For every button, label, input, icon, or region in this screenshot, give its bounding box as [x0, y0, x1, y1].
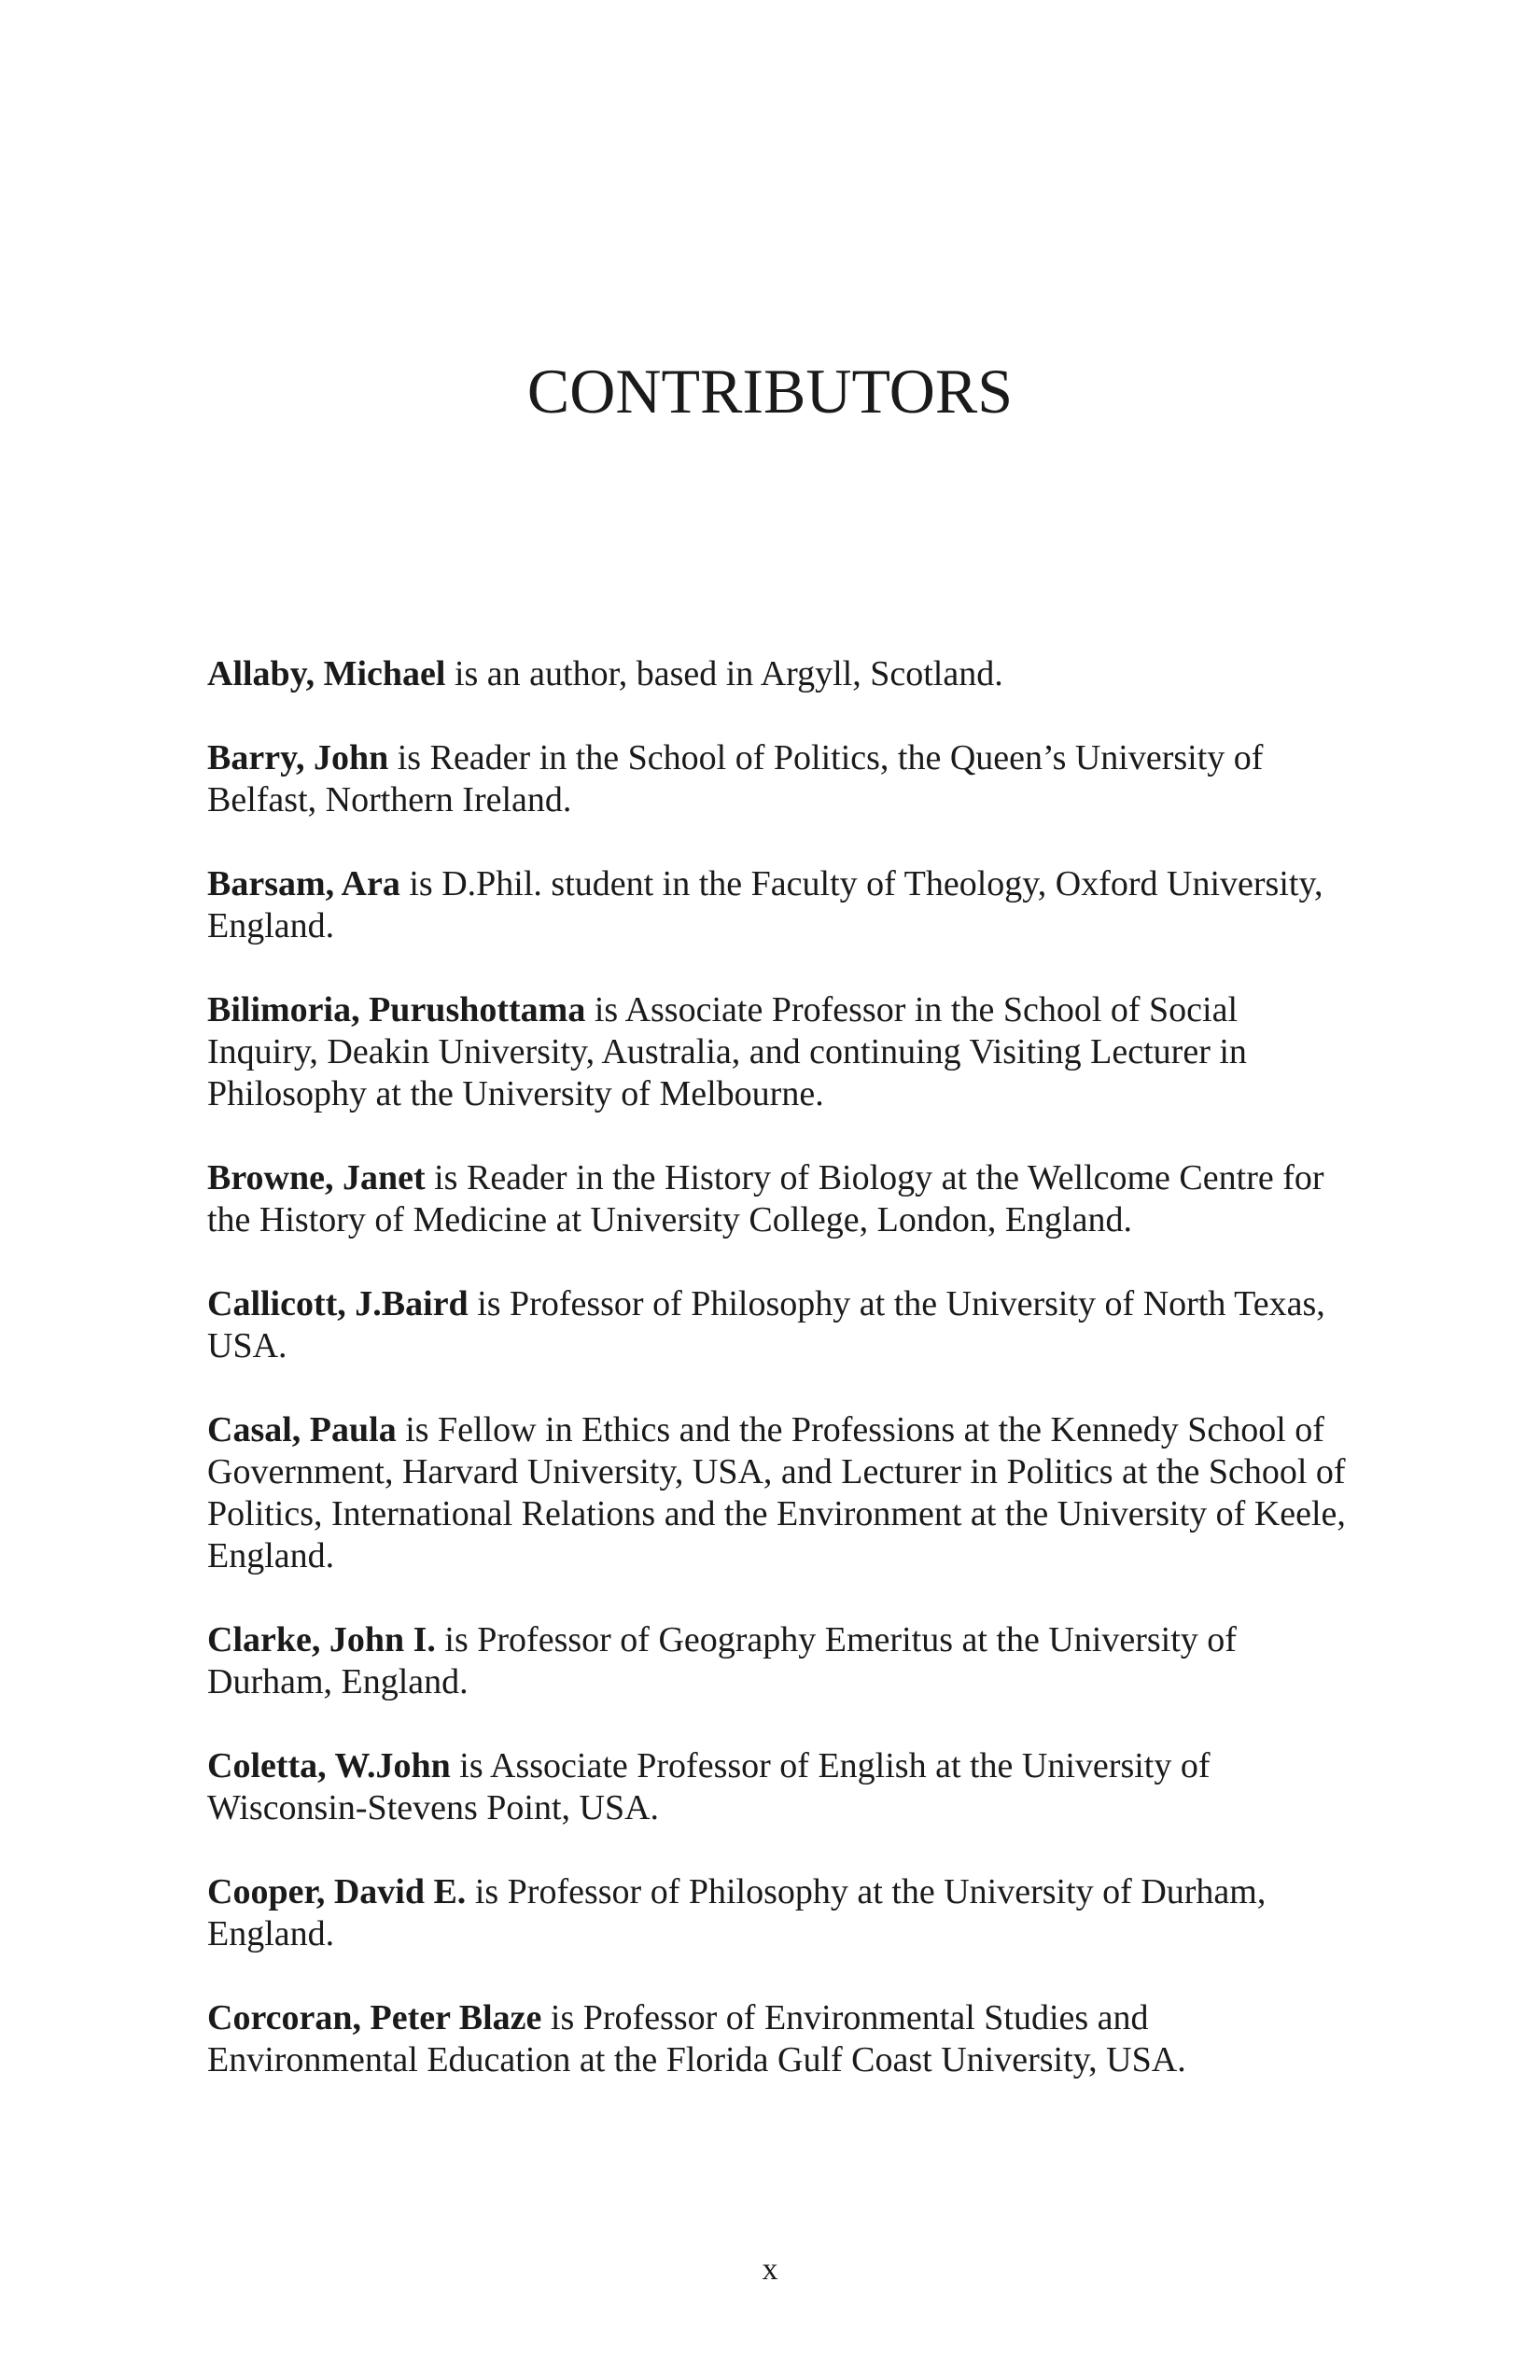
contributor-entry: [207, 1871, 1346, 1955]
contributor-entry: [207, 1745, 1346, 1829]
contributor-entry: [207, 863, 1346, 947]
contributor-description: is D.Phil. student in the Faculty of Theology, Oxford University, England.: [207, 864, 1323, 945]
contributor-description: is Fellow in Ethics and the Professions at the Kennedy School of Government, Harvard University, USA, and Lecturer in Politics at the School of Politics, International Relations and the Environment at the University of Keele, England.: [207, 1410, 1346, 1575]
contributor-description: is Professor of Geography Emeritus at the University of Durham, England.: [207, 1620, 1237, 1701]
contributor-list: [207, 653, 1346, 2123]
contributor-name: Corcoran, Peter Blaze: [207, 1998, 542, 2037]
contributor-name: Allaby, Michael: [207, 654, 446, 693]
contributor-description: is Reader in the School of Politics, the Queen’s University of Belfast, Northern Ireland.: [207, 738, 1264, 819]
contributor-description: is Associate Professor of English at the University of Wisconsin-Stevens Point, USA.: [207, 1746, 1211, 1827]
contributor-entry: [207, 989, 1346, 1115]
contributor-name: Barsam, Ara: [207, 864, 400, 903]
contributor-name: Callicott, J.Baird: [207, 1284, 469, 1323]
contributor-entry: [207, 737, 1346, 821]
contributor-entry: [207, 1619, 1346, 1703]
contributor-entry: [207, 1409, 1346, 1577]
contributor-name: Clarke, John I.: [207, 1620, 436, 1659]
contributor-entry: [207, 1157, 1346, 1241]
contributor-name: Casal, Paula: [207, 1410, 397, 1449]
contributor-entry: [207, 653, 1346, 695]
contributor-name: Browne, Janet: [207, 1158, 426, 1197]
contributor-description: is Professor of Philosophy at the University of Durham, England.: [207, 1872, 1267, 1953]
contributor-description: is Reader in the History of Biology at the Wellcome Centre for the History of Medicine at University College, London, England.: [207, 1158, 1324, 1239]
contributor-name: Cooper, David E.: [207, 1872, 467, 1911]
contributor-name: Bilimoria, Purushottama: [207, 990, 586, 1029]
page-number: x: [762, 2252, 778, 2287]
contributor-entry: [207, 1997, 1346, 2081]
contributor-name: Barry, John: [207, 738, 389, 777]
contributor-description: is an author, based in Argyll, Scotland.: [445, 654, 1003, 693]
contributor-description: is Professor of Philosophy at the University of North Texas, USA.: [207, 1284, 1325, 1365]
contributor-name: Coletta, W.John: [207, 1746, 451, 1785]
contributor-description: is Associate Professor in the School of Social Inquiry, Deakin University, Australia, and continuing Visiting Lecturer in Philosophy at the University of Melbourne.: [207, 990, 1247, 1113]
contributor-entry: [207, 1283, 1346, 1367]
page-title: CONTRIBUTORS: [526, 356, 1014, 427]
contributor-description: is Professor of Environmental Studies and Environmental Education at the Florida Gulf Coast University, USA.: [207, 1998, 1186, 2079]
